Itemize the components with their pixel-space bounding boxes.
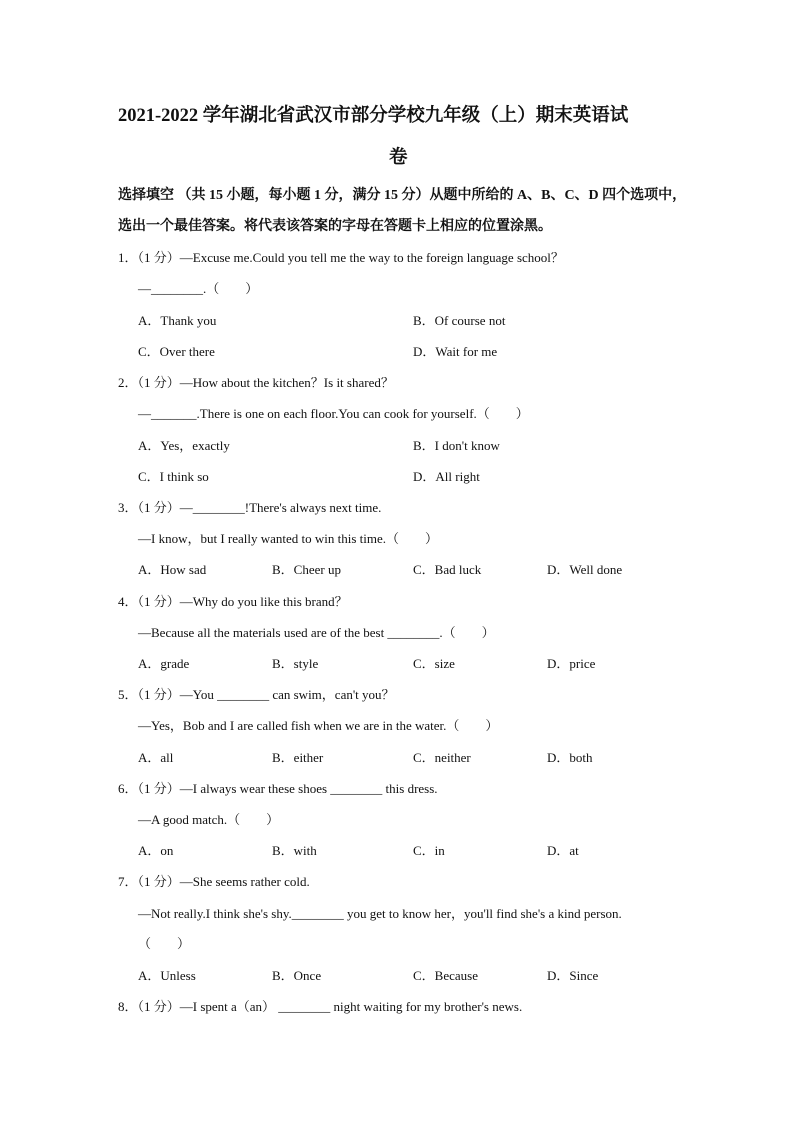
exam-title-line1: 2021-2022 学年湖北省武汉市部分学校九年级（上）期末英语试 xyxy=(118,106,629,126)
question-7-option-c[interactable]: C．Because xyxy=(413,968,478,983)
exam-title-line2: 卷 xyxy=(389,148,408,168)
question-3-option-c[interactable]: C．Bad luck xyxy=(413,562,482,577)
section-instruction-line1: 选择填空 （共 15 小题，每小题 1 分，满分 15 分）从题中所给的 A、B、C、D 四个选项中， xyxy=(118,188,687,203)
question-6-answer-line: —A good match.（ ） xyxy=(138,812,280,827)
section-instruction-line2: 选出一个最佳答案。将代表该答案的字母在答题卡上相应的位置涂黑。 xyxy=(118,219,552,234)
question-2-option-c[interactable]: C．I think so xyxy=(138,469,209,484)
question-1-option-a[interactable]: A．Thank you xyxy=(138,313,217,328)
question-3-option-a[interactable]: A．How sad xyxy=(138,562,207,577)
question-1-option-b[interactable]: B．Of course not xyxy=(413,313,506,328)
question-1-option-c[interactable]: C．Over there xyxy=(138,344,215,359)
question-3-stem: 3．（1 分）—________!There's always next time. xyxy=(118,500,382,515)
question-4-option-c[interactable]: C．size xyxy=(413,656,455,671)
question-4-option-b[interactable]: B．style xyxy=(272,656,319,671)
question-5-option-c[interactable]: C．neither xyxy=(413,750,471,765)
question-6-option-b[interactable]: B．with xyxy=(272,843,317,858)
question-7-answer-bracket: （ ） xyxy=(138,936,191,951)
question-7-option-d[interactable]: D．Since xyxy=(547,968,599,983)
question-3-option-b[interactable]: B．Cheer up xyxy=(272,562,341,577)
question-5-option-d[interactable]: D．both xyxy=(547,750,593,765)
question-6-option-a[interactable]: A．on xyxy=(138,843,174,858)
question-7-option-a[interactable]: A．Unless xyxy=(138,968,196,983)
question-1-stem: 1．（1 分）—Excuse me.Could you tell me the way to the foreign language school？ xyxy=(118,250,564,265)
question-6-option-c[interactable]: C．in xyxy=(413,843,445,858)
question-7-option-b[interactable]: B．Once xyxy=(272,968,322,983)
question-3-answer-line: —I know，but I really wanted to win this time.（ ） xyxy=(138,531,439,546)
question-7-answer-line: —Not really.I think she's shy.________ you get to know her，you'll find she's a kind person. xyxy=(138,906,622,921)
question-1-option-d[interactable]: D．Wait for me xyxy=(413,344,498,359)
question-4-option-a[interactable]: A．grade xyxy=(138,656,190,671)
question-4-option-d[interactable]: D．price xyxy=(547,656,596,671)
question-8-stem: 8．（1 分）—I spent a（an） ________ night waiting for my brother's news. xyxy=(118,999,523,1014)
question-2-option-d[interactable]: D．All right xyxy=(413,469,480,484)
question-7-stem: 7．（1 分）—She seems rather cold. xyxy=(118,874,310,889)
question-3-option-d[interactable]: D．Well done xyxy=(547,562,623,577)
question-5-answer-line: —Yes，Bob and I are called fish when we are in the water.（ ） xyxy=(138,718,499,733)
question-5-stem: 5．（1 分）—You ________ can swim，can't you？ xyxy=(118,687,395,702)
question-6-stem: 6．（1 分）—I always wear these shoes ________ this dress. xyxy=(118,781,438,796)
question-5-option-b[interactable]: B．either xyxy=(272,750,324,765)
question-6-option-d[interactable]: D．at xyxy=(547,843,579,858)
question-5-option-a[interactable]: A．all xyxy=(138,750,174,765)
question-2-option-b[interactable]: B．I don't know xyxy=(413,438,500,453)
question-2-stem: 2．（1 分）—How about the kitchen？Is it shared？ xyxy=(118,375,394,390)
question-1-answer-line: —________.（ ） xyxy=(138,281,259,296)
question-4-answer-line: —Because all the materials used are of the best ________.（ ） xyxy=(138,625,495,640)
question-2-answer-line: —_______.There is one on each floor.You can cook for yourself.（ ） xyxy=(138,406,529,421)
question-4-stem: 4．（1 分）—Why do you like this brand？ xyxy=(118,594,348,609)
question-2-option-a[interactable]: A．Yes，exactly xyxy=(138,438,230,453)
